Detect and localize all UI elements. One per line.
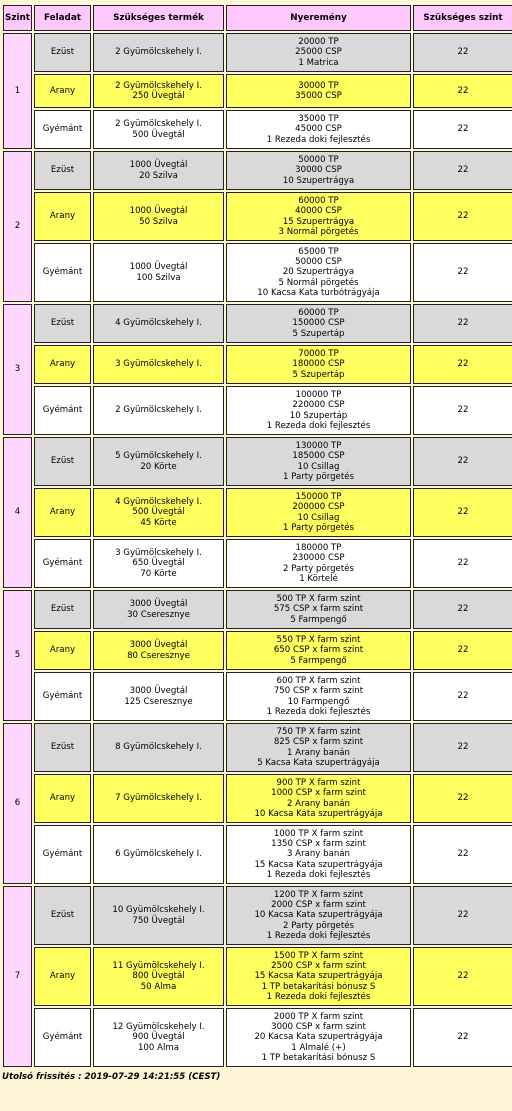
level-cell: 1 <box>3 33 32 149</box>
required-products-cell <box>93 33 224 72</box>
reward-cell <box>226 947 411 1006</box>
task-cell: Ezüst <box>34 304 91 343</box>
task-cell: Ezüst <box>34 151 91 190</box>
reward-line: 5 Szupertáp <box>292 328 345 339</box>
required-level-cell: 22 <box>413 110 512 149</box>
reward-line: 185000 CSP <box>292 451 345 462</box>
table-row <box>3 947 512 1006</box>
header-szukseges-termek: Szükséges termék <box>93 5 224 31</box>
reward-line: 45000 CSP <box>295 124 342 135</box>
required-level-cell: 22 <box>413 437 512 486</box>
reward-table <box>1 3 512 1069</box>
reward-cell <box>226 774 411 823</box>
reward-line: 750 CSP x farm szint <box>273 686 364 697</box>
reward-line: 10 Szupertrágya <box>282 175 355 186</box>
reward-line: 60000 TP <box>298 308 339 319</box>
reward-line: 1 Körtelé <box>299 573 338 584</box>
reward-line: 50000 TP <box>298 155 339 166</box>
reward-cell <box>226 110 411 149</box>
reward-line: 70000 TP <box>298 349 339 360</box>
task-cell: Gyémánt <box>34 110 91 149</box>
required-product-line: 80 Cseresznye <box>127 650 190 661</box>
reward-line: 550 TP X farm szint <box>276 635 361 646</box>
required-level-cell: 22 <box>413 74 512 108</box>
required-product-line: 3000 Üvegtál <box>129 599 188 610</box>
table-row <box>3 345 512 384</box>
required-product-line: 2 Gyümölcskehely I. <box>115 80 202 91</box>
reward-line: 15 Kacsa Kata szupertrágyája <box>254 859 383 870</box>
reward-line: 60000 TP <box>298 196 339 207</box>
reward-line: 130000 TP <box>295 441 342 452</box>
reward-line: 15 Szupertrágya <box>282 216 355 227</box>
reward-cell <box>226 672 411 721</box>
reward-line: 1 Almalé (+) <box>291 1042 346 1053</box>
reward-line: 1000 CSP x farm szint <box>271 788 366 799</box>
required-level-cell: 22 <box>413 886 512 945</box>
task-cell: Gyémánt <box>34 539 91 588</box>
required-level-cell: 22 <box>413 672 512 721</box>
reward-line: 1 Party pörgetés <box>283 471 354 482</box>
reward-line: 5 Farmpengő <box>290 614 347 625</box>
reward-line: 2 Arany banán <box>286 798 351 809</box>
reward-line: 100000 TP <box>295 390 342 401</box>
reward-line: 20 Szupertrágya <box>282 267 355 278</box>
required-level-cell: 22 <box>413 33 512 72</box>
task-cell: Gyémánt <box>34 825 91 884</box>
header-nyeremeny: Nyeremény <box>226 5 411 31</box>
task-cell: Ezüst <box>34 723 91 772</box>
reward-line: 10 Szupertáp <box>289 410 348 421</box>
header-szukseges-szint: Szükséges szint <box>413 5 512 31</box>
task-cell: Gyémánt <box>34 672 91 721</box>
required-products-cell <box>93 774 224 823</box>
required-products-cell <box>93 437 224 486</box>
required-product-line: 6 Gyümölcskehely I. <box>115 849 202 860</box>
table-row <box>3 774 512 823</box>
reward-line: 2000 TP X farm szint <box>273 1011 364 1022</box>
reward-line: 30000 TP <box>298 80 339 91</box>
reward-line: 1500 TP X farm szint <box>273 950 364 961</box>
required-product-line: 8 Gyümölcskehely I. <box>115 742 202 753</box>
required-product-line: 750 Üvegtál <box>132 915 185 926</box>
reward-line: 5 Szupertáp <box>292 369 345 380</box>
reward-line: 65000 TP <box>298 246 339 257</box>
task-cell: Ezüst <box>34 33 91 72</box>
required-product-line: 12 Gyümölcskehely I. <box>112 1022 205 1033</box>
header-szint: Szint <box>3 5 32 31</box>
required-level-cell: 22 <box>413 192 512 241</box>
table-row <box>3 539 512 588</box>
required-level-cell: 22 <box>413 590 512 629</box>
required-products-cell <box>93 1008 224 1067</box>
reward-line: 2000 CSP x farm szint <box>271 900 366 911</box>
reward-cell <box>226 723 411 772</box>
reward-cell <box>226 825 411 884</box>
required-products-cell <box>93 947 224 1006</box>
required-products-cell <box>93 886 224 945</box>
table-row <box>3 723 512 772</box>
reward-line: 15 Kacsa Kata szupertrágyája <box>254 971 383 982</box>
reward-line: 25000 CSP <box>295 47 342 58</box>
required-products-cell <box>93 723 224 772</box>
table-row <box>3 192 512 241</box>
reward-line: 5 Normál pörgetés <box>278 277 359 288</box>
reward-line: 150000 CSP <box>292 318 345 329</box>
required-product-line: 3 Gyümölcskehely I. <box>115 359 202 370</box>
required-product-line: 10 Gyümölcskehely I. <box>112 905 205 916</box>
required-level-cell: 22 <box>413 243 512 302</box>
task-cell: Arany <box>34 947 91 1006</box>
reward-line: 3 Normál pörgetés <box>278 226 359 237</box>
required-product-line: 3000 Üvegtál <box>129 640 188 651</box>
task-cell: Gyémánt <box>34 243 91 302</box>
required-product-line: 500 Üvegtál <box>132 507 185 518</box>
reward-line: 2 Party pörgetés <box>283 920 354 931</box>
required-product-line: 100 Szilva <box>136 272 181 283</box>
required-level-cell: 22 <box>413 386 512 435</box>
required-product-line: 70 Körte <box>140 568 177 579</box>
required-products-cell <box>93 345 224 384</box>
required-product-line: 50 Szilva <box>139 216 178 227</box>
reward-line: 1 Rezeda doki fejlesztés <box>266 134 371 145</box>
reward-line: 35000 CSP <box>295 91 342 101</box>
header-feladat: Feladat <box>34 5 91 31</box>
reward-line: 3000 CSP x farm szint <box>271 1022 366 1033</box>
reward-line: 10 Kacsa Kata szupertrágyája <box>254 910 383 921</box>
required-products-cell <box>93 825 224 884</box>
table-row <box>3 74 512 108</box>
table-row <box>3 825 512 884</box>
task-cell: Ezüst <box>34 590 91 629</box>
reward-line: 35000 TP <box>298 114 339 125</box>
required-products-cell <box>93 386 224 435</box>
required-product-line: 900 Üvegtál <box>132 1032 185 1043</box>
reward-line: 180000 CSP <box>292 359 345 370</box>
required-product-line: 5 Gyümölcskehely I. <box>115 451 202 462</box>
required-products-cell <box>93 539 224 588</box>
required-level-cell: 22 <box>413 947 512 1006</box>
reward-line: 10 Farmpengő <box>287 696 350 707</box>
table-row <box>3 488 512 537</box>
reward-line: 5 Farmpengő <box>290 655 347 666</box>
reward-cell <box>226 590 411 629</box>
reward-line: 2500 CSP x farm szint <box>271 961 366 972</box>
reward-line: 50000 CSP <box>295 257 342 268</box>
level-cell: 3 <box>3 304 32 435</box>
task-cell: Arany <box>34 74 91 108</box>
table-row <box>3 243 512 302</box>
reward-line: 10 Kacsa Kata szupertrágyája <box>254 808 383 819</box>
required-products-cell <box>93 590 224 629</box>
task-cell: Gyémánt <box>34 386 91 435</box>
required-level-cell: 22 <box>413 631 512 670</box>
required-product-line: 1000 Üvegtál <box>129 160 188 171</box>
reward-line: 1 Rezeda doki fejlesztés <box>266 869 371 880</box>
table-row <box>3 386 512 435</box>
task-cell: Arany <box>34 345 91 384</box>
reward-line: 650 CSP x farm szint <box>273 645 364 656</box>
reward-line: 30000 CSP <box>295 165 342 176</box>
reward-line: 1 Matrica <box>298 57 339 68</box>
reward-line: 20000 TP <box>298 37 339 48</box>
reward-cell <box>226 386 411 435</box>
required-level-cell: 22 <box>413 304 512 343</box>
reward-line: 10 Csillag <box>297 461 340 472</box>
required-products-cell <box>93 110 224 149</box>
table-row <box>3 672 512 721</box>
table-row <box>3 304 512 343</box>
reward-line: 180000 TP <box>295 543 342 554</box>
reward-cell <box>226 631 411 670</box>
table-row <box>3 110 512 149</box>
reward-line: 825 CSP x farm szint <box>273 737 364 748</box>
level-cell: 6 <box>3 723 32 884</box>
table-row <box>3 631 512 670</box>
task-cell: Arany <box>34 774 91 823</box>
task-cell: Arany <box>34 192 91 241</box>
table-row <box>3 590 512 629</box>
reward-line: 20 Kacsa Kata szupertrágyája <box>254 1032 383 1043</box>
required-level-cell: 22 <box>413 1008 512 1067</box>
required-products-cell <box>93 243 224 302</box>
table-header-row <box>3 5 512 31</box>
required-product-line: 30 Cseresznye <box>127 609 190 620</box>
required-product-line: 1000 Üvegtál <box>129 206 188 217</box>
level-cell: 5 <box>3 590 32 721</box>
required-products-cell <box>93 192 224 241</box>
reward-cell <box>226 243 411 302</box>
required-product-line: 2 Gyümölcskehely I. <box>115 47 202 58</box>
table-row <box>3 1008 512 1067</box>
reward-cell <box>226 192 411 241</box>
task-cell: Arany <box>34 488 91 537</box>
required-product-line: 20 Körte <box>140 461 177 472</box>
table-row <box>3 886 512 945</box>
reward-line: 10 Kacsa Kata turbótrágyája <box>257 287 380 298</box>
required-product-line: 650 Üvegtál <box>132 558 185 569</box>
required-product-line: 125 Cseresznye <box>124 696 193 707</box>
table-row <box>3 151 512 190</box>
required-product-line: 45 Körte <box>140 517 177 528</box>
reward-line: 1000 TP X farm szint <box>273 828 364 839</box>
reward-cell <box>226 1008 411 1067</box>
required-products-cell <box>93 74 224 108</box>
reward-cell <box>226 488 411 537</box>
required-products-cell <box>93 631 224 670</box>
required-products-cell <box>93 151 224 190</box>
level-cell: 7 <box>3 886 32 1067</box>
reward-cell <box>226 74 411 108</box>
required-product-line: 50 Alma <box>140 981 177 992</box>
reward-line: 1 Arany banán <box>286 747 351 758</box>
required-level-cell: 22 <box>413 345 512 384</box>
required-product-line: 1000 Üvegtál <box>129 262 188 273</box>
table-body <box>3 33 512 1067</box>
reward-line: 10 Csillag <box>297 512 340 523</box>
required-product-line: 11 Gyümölcskehely I. <box>112 961 205 972</box>
required-level-cell: 22 <box>413 825 512 884</box>
required-product-line: 3 Gyümölcskehely I. <box>115 548 202 559</box>
level-cell: 4 <box>3 437 32 588</box>
reward-line: 1 TP betakarítási bónusz S <box>261 981 376 992</box>
reward-cell <box>226 304 411 343</box>
required-level-cell: 22 <box>413 774 512 823</box>
required-product-line: 20 Szilva <box>139 170 178 181</box>
required-level-cell: 22 <box>413 488 512 537</box>
reward-line: 1 Rezeda doki fejlesztés <box>266 930 371 941</box>
required-level-cell: 22 <box>413 723 512 772</box>
reward-cell <box>226 539 411 588</box>
task-cell: Gyémánt <box>34 1008 91 1067</box>
required-level-cell: 22 <box>413 151 512 190</box>
reward-line: 1 Rezeda doki fejlesztés <box>266 420 371 431</box>
required-product-line: 500 Üvegtál <box>132 129 185 140</box>
reward-line: 500 TP X farm szint <box>276 594 361 605</box>
reward-line: 575 CSP x farm szint <box>273 604 364 615</box>
required-product-line: 250 Üvegtál <box>132 91 185 101</box>
table-row <box>3 437 512 486</box>
required-products-cell <box>93 488 224 537</box>
reward-line: 1200 TP X farm szint <box>273 889 364 900</box>
reward-line: 900 TP X farm szint <box>276 778 361 789</box>
reward-cell <box>226 437 411 486</box>
reward-line: 220000 CSP <box>292 400 345 411</box>
required-products-cell <box>93 672 224 721</box>
reward-line: 1 TP betakarítási bónusz S <box>261 1052 376 1063</box>
reward-cell <box>226 886 411 945</box>
required-product-line: 4 Gyümölcskehely I. <box>115 497 202 508</box>
reward-line: 600 TP X farm szint <box>276 676 361 687</box>
reward-line: 5 Kacsa Kata szupertrágyája <box>257 757 380 768</box>
reward-cell <box>226 151 411 190</box>
required-products-cell <box>93 304 224 343</box>
required-product-line: 800 Üvegtál <box>132 971 185 982</box>
reward-line: 1 Rezeda doki fejlesztés <box>266 706 371 717</box>
required-product-line: 3000 Üvegtál <box>129 686 188 697</box>
reward-line: 1350 CSP x farm szint <box>271 839 366 850</box>
reward-line: 40000 CSP <box>295 206 342 217</box>
task-cell: Arany <box>34 631 91 670</box>
level-cell: 2 <box>3 151 32 302</box>
reward-cell <box>226 345 411 384</box>
task-cell: Ezüst <box>34 437 91 486</box>
task-cell: Ezüst <box>34 886 91 945</box>
reward-line: 750 TP X farm szint <box>276 727 361 738</box>
required-level-cell: 22 <box>413 539 512 588</box>
reward-line: 3 Arany banán <box>286 849 351 860</box>
required-product-line: 2 Gyümölcskehely I. <box>115 119 202 130</box>
required-product-line: 4 Gyümölcskehely I. <box>115 318 202 329</box>
required-product-line: 2 Gyümölcskehely I. <box>115 405 202 416</box>
reward-line: 200000 CSP <box>292 502 345 513</box>
required-product-line: 7 Gyümölcskehely I. <box>115 793 202 804</box>
reward-line: 1 Party pörgetés <box>283 522 354 533</box>
reward-line: 2 Party pörgetés <box>283 563 354 574</box>
reward-line: 150000 TP <box>295 492 342 503</box>
reward-line: 1 Rezeda doki fejlesztés <box>266 991 371 1002</box>
reward-cell <box>226 33 411 72</box>
last-updated: Utolsó frissítés : 2019-07-29 14:21:55 (CEST) <box>2 1072 221 1082</box>
table-row <box>3 33 512 72</box>
reward-line: 230000 CSP <box>292 553 345 564</box>
required-product-line: 100 Alma <box>137 1042 180 1053</box>
